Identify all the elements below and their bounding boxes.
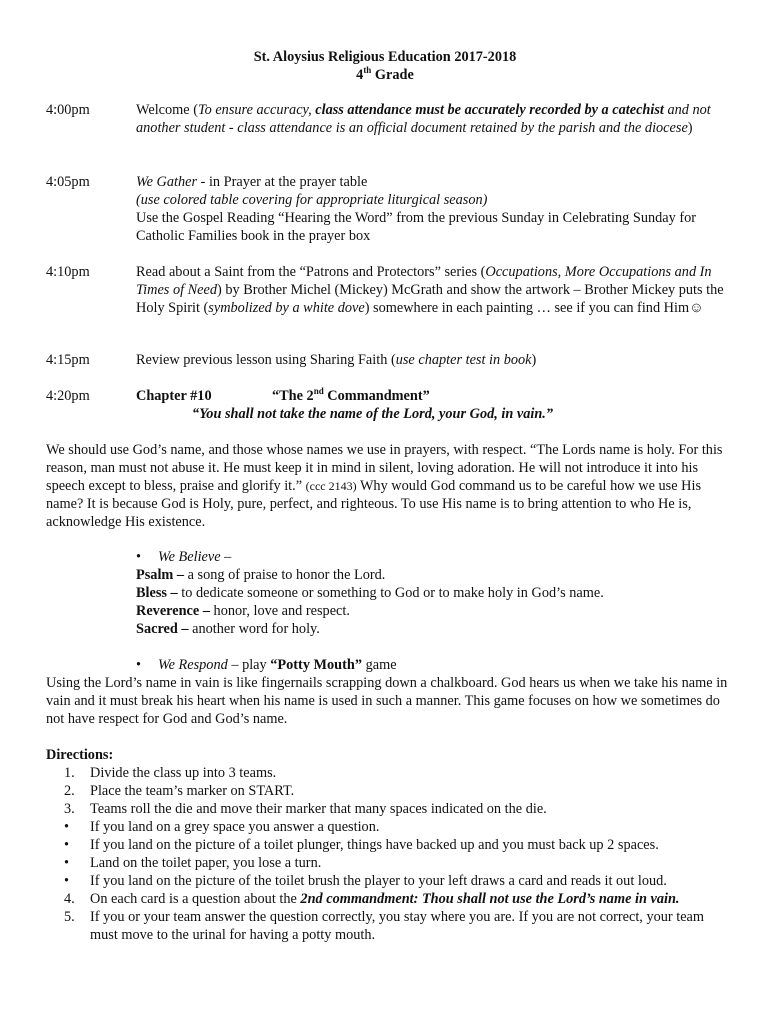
directions-heading: Directions: [46,747,114,763]
list-item: 5. If you or your team answer the question correctly, you stay where you are. If you are not correct, your team must move to the urinal for having a potty mouth. [64,909,705,943]
document-title: St. Aloysius Religious Education 2017-2018 [253,49,517,65]
time-label: 4:10pm [46,264,90,280]
list-item: 4. On each card is a question about the 2nd commandment: Thou shall not use the Lord’s name in vain. [64,891,680,907]
list-item: 2. Place the team’s marker on START. [64,783,295,799]
we-believe-bullet: • We Believe – [136,549,232,565]
time-label: 4:15pm [46,352,90,368]
we-respond-bullet: • We Respond – play “Potty Mouth” game [136,657,397,673]
bullet-icon: • [136,549,142,565]
review-text: Review previous lesson using Sharing Faith (use chapter test in book) [136,352,537,368]
time-label: 4:20pm [46,388,90,404]
saint-text: Read about a Saint from the “Patrons and Protectors” series (Occupations, More Occupations and In Times of Need) by Brother Michel (Mickey) McGrath and show the artwork – Brother Mickey puts the Holy Spirit (symbolized by a white dove) somewhere in each painting … see if you can find Him☺ [136,264,724,316]
list-item: 1. Divide the class up into 3 teams. [64,765,277,781]
chapter-title: “The 2nd Commandment” [272,386,430,404]
time-label: 4:05pm [46,174,90,190]
definition-reverence: Reverence – honor, love and respect. [136,603,350,619]
chapter-quote: “You shall not take the name of the Lord, your God, in vain.” [192,406,554,422]
grade-heading: 4th Grade [356,65,414,83]
directions-list [46,764,726,944]
welcome-text: Welcome (To ensure accuracy, class attendance must be accurately recorded by a catechist and not another student - class attendance is an official document retained by the parish and the diocese) [136,102,711,136]
intro-paragraph: We should use God’s name, and those whose names we use in prayers, with respect. “The Lords name is holy. For this reason, man must not abuse it. He must keep it in mind in silent, loving adoration. He will not introduce it into his speech except to bless, praise and glorify it.” (ccc 2143) Why would God command us to be careful how we use His name? It is because God is Holy, pure, perfect, and righteous. To use His name is to bring attention to who He is, acknowledge His existence. [46,442,723,530]
chapter-label: Chapter #10 [136,388,212,404]
time-label: 4:00pm [46,102,90,118]
list-item: • If you land on the picture of the toilet brush the player to your left draws a card and reads it out loud. [64,873,667,889]
definition-psalm: Psalm – a song of praise to honor the Lord. [136,567,386,583]
chapter-heading [136,387,736,423]
list-item: • Land on the toilet paper, you lose a turn. [64,855,322,871]
bullet-icon: • [136,657,142,673]
gather-text: We Gather - in Prayer at the prayer table (use colored table covering for appropriate liturgical season) Use the Gospel Reading “Hearing the Word” from the previous Sunday in Celebrating Sunday for Catholic Families book in the prayer box [136,174,697,244]
definition-bless: Bless – to dedicate someone or something to God or to make holy in God’s name. [136,585,604,601]
list-item: 3. Teams roll the die and move their marker that many spaces indicated on the die. [64,801,547,817]
respond-paragraph: Using the Lord’s name in vain is like fingernails scrapping down a chalkboard. God hears us when we take his name in vain and it must break his heart when his name is used in such a manner. This game focuses on how we sometimes do not have respect for God and God’s name. [46,675,728,727]
list-item: • If you land on the picture of a toilet plunger, things have backed up and you must back up 2 spaces. [64,837,659,853]
list-item: • If you land on a grey space you answer a question. [64,819,380,835]
definition-sacred: Sacred – another word for holy. [136,621,320,637]
